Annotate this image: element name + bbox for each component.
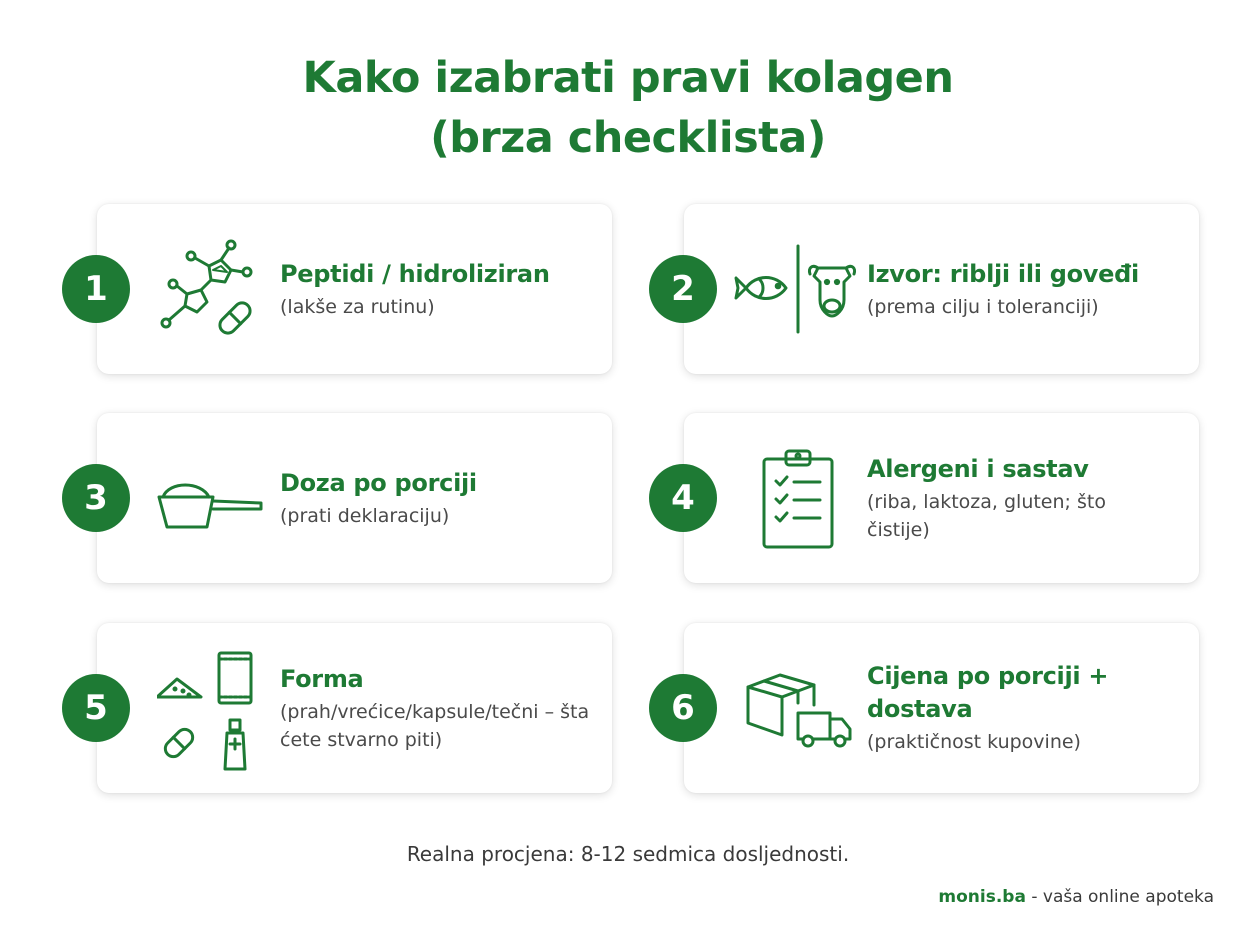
footer-note: Realna procjena: 8-12 sedmica dosljednosti. (406, 842, 850, 866)
card-subtext: (prati deklaraciju) (280, 504, 450, 527)
card-heading: Cijena po porciji + dostava (867, 662, 1109, 723)
step-number-badge: 6 (649, 674, 717, 742)
step-number-badge: 5 (62, 674, 130, 742)
card-heading: Doza po porciji (280, 468, 477, 497)
card-heading: Peptidi / hidroliziran (280, 259, 550, 288)
checklist-card-4 (671, 413, 1199, 583)
step-number-badge: 1 (62, 255, 130, 323)
card-subtext: (lakše za rutinu) (280, 295, 435, 318)
checklist-card-6 (671, 623, 1199, 793)
title-line-1: Kako izabrati pravi kolagen (302, 53, 954, 103)
checklist-card-1 (84, 204, 612, 374)
card-heading: Alergeni i sastav (867, 454, 1089, 483)
title-line-2: (brza checklista) (430, 113, 826, 163)
brand-name: monis.ba (938, 887, 1026, 907)
checklist-card-2 (671, 204, 1199, 374)
card-subtext: (riba, laktoza, gluten; što čistije) (867, 490, 1106, 541)
card-heading: Izvor: riblji ili goveđi (867, 259, 1139, 288)
checklist-card-5 (84, 623, 612, 793)
scoop-icon (157, 443, 267, 553)
card-subtext: (praktičnost kupovine) (867, 731, 1081, 753)
product-forms-icon (157, 645, 267, 775)
card-heading: Forma (280, 664, 364, 693)
box-truck-icon (744, 653, 854, 763)
brand-footer[interactable] (938, 887, 1214, 907)
card-subtext: (prema cilju i toleranciji) (867, 295, 1099, 318)
step-number-badge: 4 (649, 464, 717, 532)
step-number-badge: 2 (649, 255, 717, 323)
clipboard-checklist-icon (744, 443, 854, 553)
step-number-badge: 3 (62, 464, 130, 532)
molecule-capsule-icon (157, 234, 267, 344)
card-subtext: (prah/vrećice/kapsule/tečni – šta ćete stvarno piti) (280, 700, 590, 751)
page-title (0, 48, 1256, 168)
brand-tagline: - vaša online apoteka (1025, 887, 1214, 907)
checklist-card-3 (84, 413, 612, 583)
fish-cow-icon (732, 234, 862, 344)
